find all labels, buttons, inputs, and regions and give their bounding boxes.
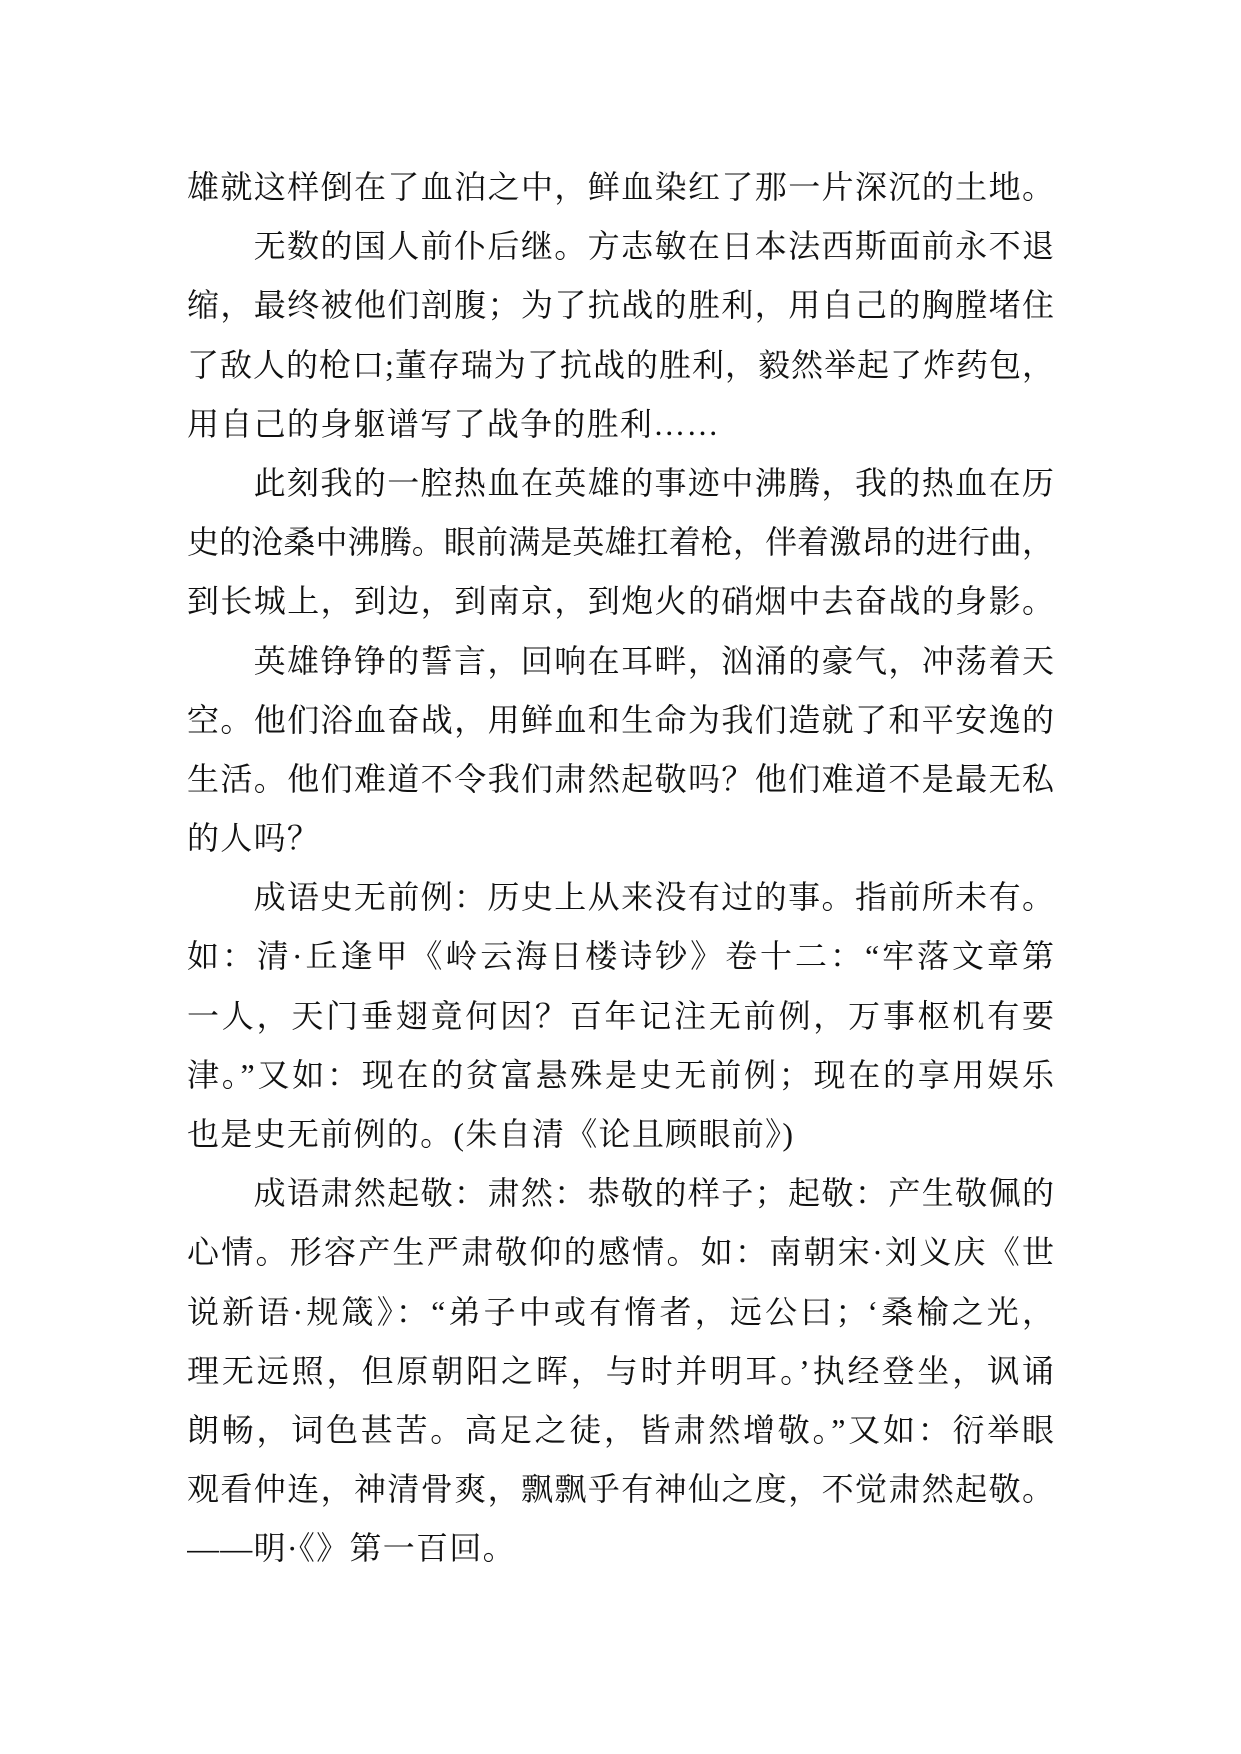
text-line: 无数的国人前仆后继。方志敏在日本法西斯面前永不退 (253, 228, 1054, 265)
text-line: ——明·《》第一百回。 (187, 1530, 516, 1567)
text-line: 说新语·规箴》：“弟子中或有惰者，远公曰；‘桑榆之光， (187, 1293, 1054, 1330)
text-line: 理无远照，但原朝阳之晖，与时并明耳。’执经登坐，讽诵 (187, 1352, 1054, 1389)
text-line: 也是史无前例的。(朱自清《论且顾眼前》) (187, 1116, 795, 1152)
text-line: 成语肃然起敬：肃然：恭敬的样子；起敬：产生敬佩的 (253, 1175, 1054, 1212)
text-line: 观看仲连，神清骨爽，飘飘乎有神仙之度，不觉肃然起敬。 (187, 1471, 1054, 1508)
text-line: 津。”又如：现在的贫富悬殊是史无前例；现在的享用娱乐 (187, 1056, 1054, 1093)
text-line: 一人，天门垂翅竟何因？百年记注无前例，万事枢机有要 (187, 997, 1054, 1034)
text-line: 空。他们浴血奋战，用鲜血和生命为我们造就了和平安逸的 (187, 701, 1054, 738)
text-line: 心情。形容产生严肃敬仰的感情。如：南朝宋·刘义庆《世 (187, 1234, 1054, 1271)
paragraph (187, 632, 1054, 869)
paragraph (187, 1164, 1054, 1578)
text-line: 雄就这样倒在了血泊之中，鲜血染红了那一片深沉的土地。 (187, 169, 1054, 205)
paragraph (187, 158, 1054, 217)
text-line: 朗畅，词色甚苦。高足之徒，皆肃然增敬。”又如：衍举眼 (187, 1411, 1054, 1448)
text-line: 英雄铮铮的誓言，回响在耳畔，汹涌的豪气，冲荡着天 (253, 642, 1054, 679)
text-line: 到长城上，到边，到南京，到炮火的硝烟中去奋战的身影。 (187, 583, 1054, 620)
text-line: 生活。他们难道不令我们肃然起敬吗？他们难道不是最无私 (187, 760, 1054, 797)
text-line: 成语史无前例：历史上从来没有过的事。指前所未有。 (253, 879, 1054, 916)
text-line: 此刻我的一腔热血在英雄的事迹中沸腾，我的热血在历 (253, 464, 1054, 501)
paragraph (187, 868, 1054, 1164)
text-line: 如：清·丘逢甲《岭云海日楼诗钞》卷十二：“牢落文章第 (187, 938, 1054, 975)
text-line: 用自己的身躯谱写了战争的胜利…… (187, 405, 720, 442)
text-line: 缩，最终被他们剖腹；为了抗战的胜利，用自己的胸膛堵住 (187, 287, 1054, 324)
text-line: 了敌人的枪口;董存瑞为了抗战的胜利，毅然举起了炸药包， (187, 346, 1054, 383)
paragraph (187, 454, 1054, 632)
paragraph (187, 217, 1054, 454)
body-text (187, 158, 1054, 1579)
text-line: 史的沧桑中沸腾。眼前满是英雄扛着枪，伴着激昂的进行曲， (187, 524, 1054, 561)
text-line: 的人吗？ (187, 820, 321, 857)
